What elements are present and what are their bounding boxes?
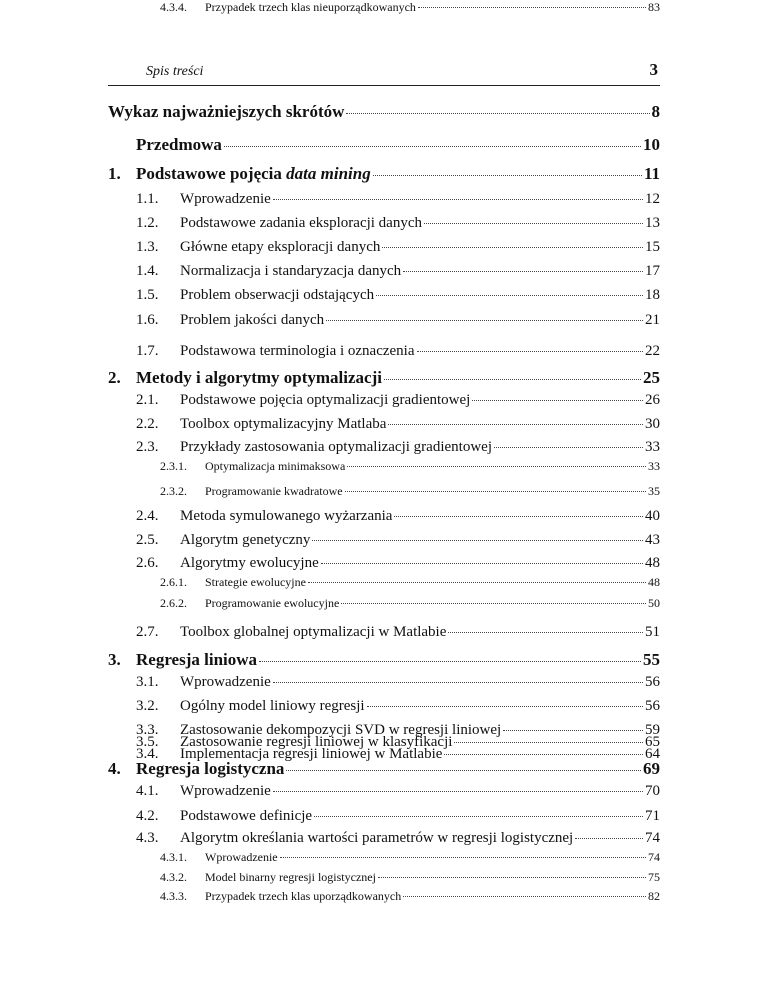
toc-entry-number: 1. (108, 164, 121, 183)
toc-entry-number: 2.5. (136, 532, 159, 548)
toc-entry-title (180, 392, 470, 409)
toc-entry-title (180, 263, 401, 280)
dot-leader (286, 770, 641, 771)
toc-entry-number: 4.3.1. (160, 850, 187, 864)
dot-leader (308, 582, 646, 583)
toc-entry-page: 74 (648, 850, 660, 864)
toc-entry-title-text: Podstawowa terminologia i oznaczenia (180, 343, 415, 359)
toc-entry-title (205, 484, 343, 499)
toc-entry-number: 1.2. (136, 215, 159, 231)
toc-entry-title-text: Algorytm genetyczny (180, 532, 311, 548)
dot-leader (403, 896, 646, 897)
toc-entry-page: 8 (651, 102, 660, 121)
toc-entry-title (205, 459, 345, 474)
toc-entry (0, 416, 660, 440)
toc-entry-title (136, 759, 284, 779)
toc-entry-title-text: Podstawowe zadania eksploracji danych (180, 215, 422, 231)
toc-entry-page: 12 (645, 191, 660, 207)
toc-entry-number: 2.2. (136, 416, 159, 432)
toc-entry (0, 0, 660, 24)
toc-entry (0, 596, 660, 620)
toc-entry (0, 392, 660, 416)
toc-entry-title (180, 830, 573, 847)
toc-entry-title (136, 368, 382, 388)
toc-entry (0, 674, 660, 698)
toc-entry-title-text: Problem obserwacji odstających (180, 287, 375, 303)
toc-entry-number: 2.6.2. (160, 596, 187, 610)
toc-entry-title-text: Przypadek trzech klas nieuporządkowanych (205, 0, 416, 14)
toc-entry-title-text: Toolbox globalnej optymalizacji w Matlabie (180, 624, 447, 640)
toc-entry (0, 164, 660, 188)
toc-entry-page: 82 (648, 889, 660, 903)
toc-entry-page: 48 (645, 555, 660, 571)
toc-entry-number: 2. (108, 368, 121, 387)
toc-entry-page: 70 (645, 783, 660, 799)
toc-entry-title-text: Zastosowanie dekompozycji SVD w regresji liniowej (180, 722, 502, 738)
toc-entry (0, 650, 660, 674)
toc-entry-number: 2.3.1. (160, 459, 187, 473)
toc-entry-title-text: Problem jakości danych (180, 312, 325, 328)
toc-entry-page: 18 (645, 287, 660, 303)
toc-entry (0, 759, 660, 783)
toc-entry-page: 56 (645, 698, 660, 714)
toc-entry (0, 532, 660, 556)
toc-entry (0, 287, 660, 311)
dot-leader (418, 7, 646, 8)
toc-entry-title-italic: data mining (286, 164, 371, 183)
toc-entry-number: 4.3.4. (160, 0, 187, 14)
toc-entry-page: 56 (645, 674, 660, 690)
header-rule (108, 85, 660, 86)
dot-leader (373, 175, 642, 176)
toc-entry-title (180, 312, 324, 329)
toc-entry-number: 3.2. (136, 698, 159, 714)
toc-entry-title (180, 191, 271, 208)
toc-entry-title (180, 532, 310, 549)
toc-entry (0, 734, 660, 758)
toc-entry-title-text: Wprowadzenie (180, 191, 271, 207)
toc-entry-page: 25 (643, 368, 660, 387)
toc-entry-title (180, 698, 365, 715)
toc-entry-page: 15 (645, 239, 660, 255)
toc-entry-page: 22 (645, 343, 660, 359)
dot-leader (417, 351, 643, 352)
dot-leader (312, 540, 643, 541)
toc-entry-page: 64 (645, 746, 660, 762)
toc-entry-title-text: Toolbox optymalizacyjny Matlaba (180, 416, 387, 432)
toc-entry-number: 4.2. (136, 808, 159, 824)
toc-entry-title-text: Podstawowe definicje (180, 808, 313, 824)
toc-entry-number: 1.3. (136, 239, 159, 255)
toc-entry (0, 698, 660, 722)
toc-entry-title-text: Programowanie kwadratowe (205, 484, 343, 498)
toc-entry-title (205, 889, 401, 904)
dot-leader (273, 199, 643, 200)
toc-entry-page: 33 (648, 459, 660, 473)
toc-entry-number: 2.1. (136, 392, 159, 408)
toc-entry-number: 4.3.2. (160, 870, 187, 884)
toc-entry-number: 3.3. (136, 722, 159, 738)
toc-entry (0, 215, 660, 239)
toc-entry-title-text: Podstawowe pojęcia optymalizacji gradientowej (180, 392, 471, 408)
toc-entry-title (180, 734, 452, 751)
toc-entry-number: 2.3.2. (160, 484, 187, 498)
dot-leader (341, 603, 646, 604)
toc-entry-title-text: Główne etapy eksploracji danych (180, 239, 381, 255)
toc-entry-number: 3.4. (136, 746, 159, 762)
toc-entry-title-text: Metoda symulowanego wyżarzania (180, 508, 393, 524)
toc-entry-title (180, 624, 446, 641)
toc-entry-number: 4.3.3. (160, 889, 187, 903)
toc-entry (0, 624, 660, 648)
toc-entry-page: 50 (648, 596, 660, 610)
toc-entry-page: 21 (645, 312, 660, 328)
toc-entry-number: 1.7. (136, 343, 159, 359)
toc-entry-title-text: Ogólny model liniowy regresji (180, 698, 365, 714)
toc-entry-title-text: Programowanie ewolucyjne (205, 596, 340, 610)
dot-leader (503, 730, 643, 731)
toc-entry-title (180, 439, 492, 456)
toc-entry (0, 484, 660, 508)
dot-leader (259, 661, 641, 662)
toc-entry-title-text: Algorytmy ewolucyjne (180, 555, 319, 571)
dot-leader (454, 742, 643, 743)
toc-entry-title (136, 164, 371, 184)
toc-entry-title (180, 783, 271, 800)
toc-entry (0, 889, 660, 913)
dot-leader (376, 295, 643, 296)
toc-entry-number: 4. (108, 759, 121, 778)
dot-leader (388, 424, 643, 425)
dot-leader (403, 271, 643, 272)
toc-entry-number: 1.5. (136, 287, 159, 303)
toc-entry-page: 48 (648, 575, 660, 589)
dot-leader (378, 877, 646, 878)
toc-entry-number: 1.1. (136, 191, 159, 207)
toc-entry (0, 312, 660, 336)
dot-leader (384, 379, 641, 380)
toc-entry-title (205, 870, 376, 885)
toc-entry-page: 65 (645, 734, 660, 750)
toc-entry-page: 33 (645, 439, 660, 455)
toc-entry-title-text: Algorytm określania wartości parametrów w regresji logistycznej (180, 830, 574, 846)
toc-entry (0, 808, 660, 832)
toc-entry-title (180, 343, 415, 360)
toc-entry-page: 59 (645, 722, 660, 738)
dot-leader (321, 563, 643, 564)
toc-entry-page: 71 (645, 808, 660, 824)
dot-leader (345, 491, 646, 492)
toc-entry (0, 783, 660, 807)
toc-entry-title (108, 102, 344, 122)
running-header-title: Spis treści (146, 64, 204, 79)
dot-leader (273, 682, 643, 683)
toc-entry (0, 135, 660, 159)
page-number: 3 (649, 60, 658, 79)
toc-entry-page: 35 (648, 484, 660, 498)
toc-entry-number: 1.4. (136, 263, 159, 279)
toc-entry-title-text: Optymalizacja minimaksowa (205, 459, 346, 473)
toc-entry-title (180, 239, 380, 256)
dot-leader (494, 447, 643, 448)
dot-leader (280, 857, 646, 858)
dot-leader (394, 516, 643, 517)
toc-entry-page: 11 (643, 164, 660, 183)
toc-entry-number: 4.1. (136, 783, 159, 799)
dot-leader (326, 320, 643, 321)
toc-entry-page: 51 (645, 624, 660, 640)
toc-entry (0, 102, 660, 126)
toc-entry-title-text: Podstawowe pojęcia (136, 164, 287, 183)
toc-entry-title-text: Przedmowa (136, 135, 222, 154)
toc-entry-title-text: Normalizacja i standaryzacja danych (180, 263, 402, 279)
toc-entry-title-text: Wprowadzenie (180, 783, 271, 799)
toc-entry-title-text: Przykłady zastosowania optymalizacji gradientowej (180, 439, 492, 455)
dot-leader (367, 706, 643, 707)
toc-entry-title-text: Strategie ewolucyjne (205, 575, 306, 589)
toc-entry-title (180, 215, 422, 232)
dot-leader (273, 791, 643, 792)
toc-entry-number: 3.1. (136, 674, 159, 690)
toc-entry-page: 13 (645, 215, 660, 231)
toc-entry-title (205, 575, 306, 590)
dot-leader (347, 466, 646, 467)
toc-entry-number: 2.6.1. (160, 575, 187, 589)
toc-entry-page: 75 (648, 870, 660, 884)
toc-entry-title-text: Wprowadzenie (180, 674, 271, 690)
toc-entry-number: 1.6. (136, 312, 159, 328)
toc-entry-title-text: Regresja logistyczna (136, 759, 285, 778)
toc-entry-page: 69 (643, 759, 660, 778)
toc-entry-number: 2.3. (136, 439, 159, 455)
dot-leader (424, 223, 643, 224)
toc-entry-page: 55 (643, 650, 660, 669)
toc-entry-title (180, 674, 271, 691)
toc-entry-title-text: Wykaz najważniejszych skrótów (108, 102, 345, 121)
toc-entry-title-text: Model binarny regresji logistycznej (205, 870, 376, 884)
toc-entry-number: 2.4. (136, 508, 159, 524)
toc-entry (0, 368, 660, 392)
dot-leader (314, 816, 643, 817)
toc-entry-title-text: Implementacja regresji liniowej w Matlabie (180, 746, 443, 762)
toc-entry-title-text: Zastosowanie regresji liniowej w klasyfikacji (180, 734, 453, 750)
toc-entry-title (180, 508, 392, 525)
toc-entry-title (180, 808, 312, 825)
toc-entry-title (136, 135, 222, 155)
toc-entry-title (180, 287, 374, 304)
dot-leader (448, 632, 643, 633)
dot-leader (346, 113, 649, 114)
toc-entry (0, 508, 660, 532)
toc-entry-page: 30 (645, 416, 660, 432)
toc-entry-title-text: Przypadek trzech klas uporządkowanych (205, 889, 402, 903)
toc-entry-number: 4.3. (136, 830, 159, 846)
dot-leader (575, 838, 643, 839)
toc-entry-title (180, 555, 319, 572)
toc-entry-page: 17 (645, 263, 660, 279)
toc-entry-page: 43 (645, 532, 660, 548)
toc-entry-title (205, 596, 339, 611)
toc-entry-number: 3. (108, 650, 121, 669)
toc-entry-number: 3.5. (136, 734, 159, 750)
toc-entry (0, 239, 660, 263)
toc-entry-title (180, 416, 386, 433)
toc-entry (0, 263, 660, 287)
toc-entry-page: 74 (645, 830, 660, 846)
toc-entry-number: 2.6. (136, 555, 159, 571)
toc-entry-page: 83 (648, 0, 660, 14)
toc-entry-page: 40 (645, 508, 660, 524)
dot-leader (382, 247, 643, 248)
toc-entry (0, 459, 660, 483)
toc-entry (0, 343, 660, 367)
dot-leader (472, 400, 643, 401)
toc-entry-title-text: Regresja liniowa (136, 650, 258, 669)
toc-entry-title (136, 650, 257, 670)
toc-entry-title-text: Wprowadzenie (205, 850, 278, 864)
toc-entry-page: 26 (645, 392, 660, 408)
toc-entry-number: 2.7. (136, 624, 159, 640)
toc-entry-title-text: Metody i algorytmy optymalizacji (136, 368, 382, 387)
toc-entry-page: 10 (643, 135, 660, 154)
dot-leader (224, 146, 641, 147)
toc-entry (0, 191, 660, 215)
toc-entry-title (205, 0, 416, 15)
toc-entry-title (205, 850, 278, 865)
